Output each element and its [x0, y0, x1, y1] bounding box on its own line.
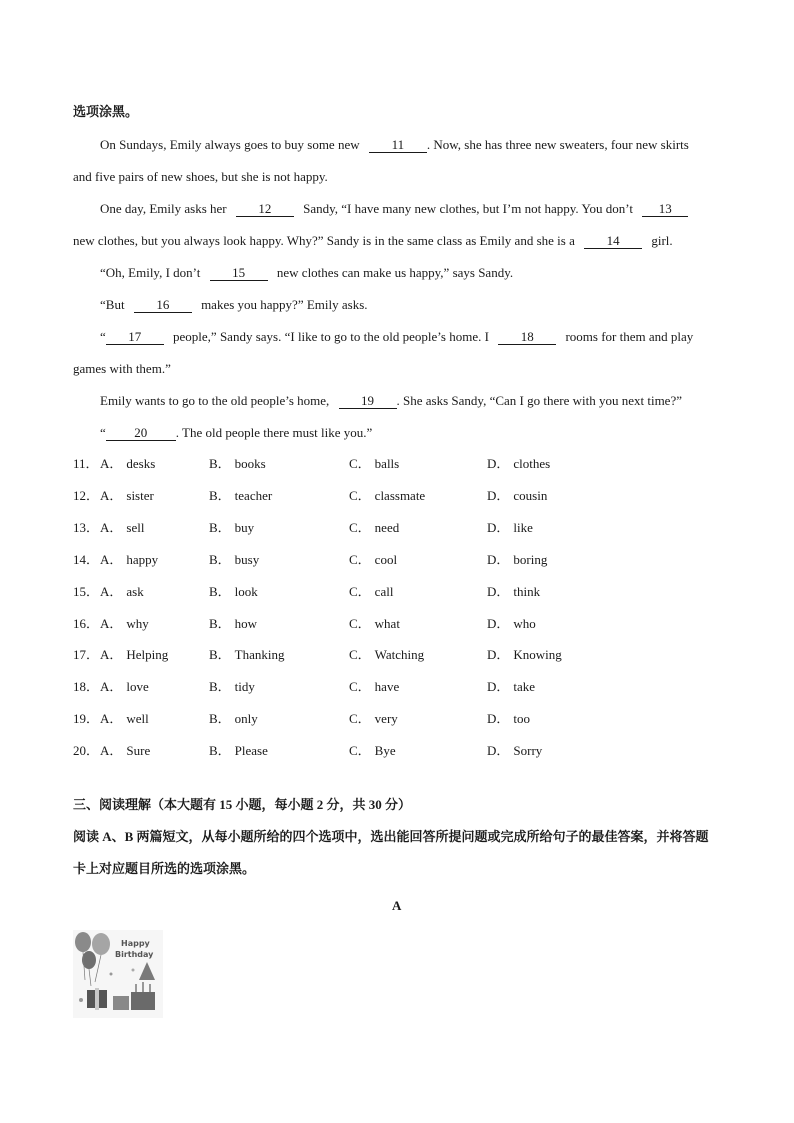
option-text: ask: [126, 583, 144, 599]
passage-line-6: [100, 297, 368, 313]
passage-text: . Now, she has three new sweaters, four new skirts: [426, 137, 689, 152]
question-number: 18．: [73, 679, 100, 695]
section-instruction-cont: 卡上对应题目所选的选项涂黑。: [73, 861, 256, 876]
option-text: boring: [513, 551, 548, 567]
option-d: [487, 488, 547, 504]
option-letter: D．: [487, 519, 510, 535]
option-text: buy: [234, 519, 255, 535]
passage-line-2: and five pairs of new shoes, but she is not happy.: [73, 169, 328, 184]
option-d: [487, 679, 535, 695]
option-c: [349, 552, 397, 568]
option-letter: B．: [209, 711, 231, 727]
section-instruction: 阅读 A、B 两篇短文，从每小题所给的四个选项中，选出能回答所提问题或完成所给句子的最佳答案，并将答题: [73, 829, 709, 844]
option-letter: A．: [100, 743, 123, 759]
option-d: [487, 520, 533, 536]
instruction-tail: 选项涂黑。: [73, 104, 139, 119]
gift-box-icon: [113, 996, 129, 1010]
passage-line-8: games with them.”: [73, 361, 171, 376]
option-a: [100, 488, 154, 504]
option-letter: D．: [487, 583, 510, 599]
passage-text: Emily wants to go to the old people’s home,: [100, 393, 330, 408]
passage-line-1: [100, 137, 689, 153]
option-letter: D．: [487, 743, 510, 759]
blank-13: 13: [642, 202, 688, 217]
question-number: 13．: [73, 519, 100, 535]
option-letter: D．: [487, 647, 510, 663]
passage-text: rooms for them and play: [565, 329, 694, 344]
option-text: need: [374, 519, 400, 535]
option-a: [100, 647, 168, 663]
option-letter: A．: [100, 583, 123, 599]
option-letter: A．: [100, 679, 123, 695]
option-letter: D．: [487, 615, 510, 631]
passage-text: new clothes can make us happy,” says Sandy.: [276, 265, 514, 280]
question-number: 11．: [73, 456, 99, 471]
option-b: [209, 552, 259, 568]
passage-text: Sandy, “I have many new clothes, but I’m not happy. You don’t: [303, 201, 633, 216]
passage-line-3: [100, 201, 688, 217]
option-letter: D．: [487, 551, 510, 567]
option-text: Helping: [126, 647, 169, 663]
passage-text: “: [100, 329, 106, 344]
option-letter: B．: [209, 743, 231, 759]
option-letter: D．: [487, 456, 510, 471]
blank-12: 12: [236, 202, 294, 217]
option-text: what: [374, 615, 400, 631]
blank-17: 17: [106, 330, 164, 345]
option-a: [100, 584, 144, 600]
option-text: Knowing: [513, 647, 562, 663]
option-b: [209, 456, 266, 472]
option-a: [100, 616, 149, 632]
question-number: 15．: [73, 583, 100, 599]
option-letter: B．: [209, 679, 231, 695]
option-letter: C．: [349, 615, 371, 631]
option-a: [100, 552, 158, 568]
option-letter: C．: [349, 551, 371, 567]
option-text: love: [126, 679, 149, 695]
passage-text: On Sundays, Emily always goes to buy some new: [100, 137, 360, 152]
blank-16: 16: [134, 298, 192, 313]
passage-line-5: [100, 265, 513, 281]
option-b: [209, 584, 258, 600]
option-d: [487, 743, 542, 759]
option-text: well: [126, 711, 149, 727]
question-number: 19．: [73, 711, 100, 727]
blank-11: 11: [369, 138, 427, 153]
option-letter: C．: [349, 519, 371, 535]
option-letter: D．: [487, 487, 510, 503]
card-text-birthday: Birthday: [115, 950, 154, 959]
option-b: [209, 647, 285, 663]
option-c: [349, 647, 424, 663]
blank-14: 14: [584, 234, 642, 249]
birthday-illustration: [73, 930, 163, 1018]
option-text: too: [513, 711, 531, 727]
passage-text: people,” Sandy says. “I like to go to the old people’s home. I: [173, 329, 489, 344]
option-letter: B．: [209, 583, 231, 599]
option-letter: A．: [100, 487, 123, 503]
option-b: [209, 743, 268, 759]
option-b: [209, 616, 257, 632]
option-letter: C．: [349, 583, 371, 599]
option-c: [349, 456, 399, 472]
option-b: [209, 679, 255, 695]
option-letter: B．: [209, 456, 231, 471]
option-d: [487, 552, 547, 568]
option-letter: B．: [209, 615, 231, 631]
blank-18: 18: [498, 330, 556, 345]
option-d: [487, 616, 536, 632]
passage-text: new clothes, but you always look happy. Why?” Sandy is in the same class as Emily and she is a: [73, 233, 575, 248]
option-text: how: [234, 615, 258, 631]
option-text: teacher: [234, 487, 273, 503]
option-text: Watching: [374, 647, 425, 663]
option-letter: A．: [100, 615, 123, 631]
passage-line-7: [100, 329, 693, 345]
option-text: think: [513, 583, 541, 599]
option-letter: C．: [349, 711, 371, 727]
option-text: cousin: [513, 487, 548, 503]
section-heading: 三、阅读理解（本大题有 15 小题，每小题 2 分，共 30 分）: [73, 797, 412, 812]
option-text: desks: [126, 456, 156, 471]
option-letter: A．: [100, 711, 123, 727]
option-d: [487, 456, 550, 472]
option-text: very: [374, 711, 398, 727]
option-text: Bye: [374, 743, 396, 759]
passage-text: . She asks Sandy, “Can I go there with you next time?”: [396, 393, 682, 408]
option-letter: C．: [349, 679, 371, 695]
option-c: [349, 711, 398, 727]
blank-15: 15: [210, 266, 268, 281]
option-text: Please: [234, 743, 268, 759]
question-number: 20．: [73, 743, 100, 759]
option-text: clothes: [513, 456, 551, 471]
option-text: sister: [126, 487, 154, 503]
option-text: happy: [126, 551, 159, 567]
balloon-icon: [92, 933, 110, 955]
option-letter: C．: [349, 487, 371, 503]
option-letter: A．: [100, 456, 123, 471]
option-d: [487, 584, 540, 600]
passage-text: makes you happy?” Emily asks.: [201, 297, 368, 312]
option-a: [100, 711, 149, 727]
birthday-card-image: [73, 930, 163, 1018]
option-letter: A．: [100, 551, 123, 567]
option-letter: C．: [349, 456, 371, 471]
option-d: [487, 711, 530, 727]
option-c: [349, 520, 399, 536]
question-number: 17．: [73, 647, 100, 663]
passage-text: “But: [100, 297, 125, 312]
option-letter: B．: [209, 519, 231, 535]
passage-line-4: [73, 233, 673, 249]
option-letter: A．: [100, 519, 123, 535]
option-letter: D．: [487, 711, 510, 727]
option-letter: C．: [349, 743, 371, 759]
question-number: 14．: [73, 551, 100, 567]
question-number: 12．: [73, 487, 100, 503]
card-text-happy: Happy: [121, 939, 150, 948]
option-b: [209, 488, 272, 504]
option-text: books: [234, 456, 266, 471]
option-a: [100, 679, 149, 695]
option-text: only: [234, 711, 258, 727]
blank-19: 19: [339, 394, 397, 409]
option-c: [349, 584, 393, 600]
blank-20: 20: [106, 426, 176, 441]
option-b: [209, 711, 258, 727]
option-d: [487, 647, 562, 663]
option-text: like: [513, 519, 533, 535]
party-hat-icon: [139, 962, 155, 980]
option-a: [100, 743, 150, 759]
option-text: take: [513, 679, 536, 695]
option-c: [349, 488, 425, 504]
option-letter: C．: [349, 647, 371, 663]
option-text: sell: [126, 519, 145, 535]
option-letter: A．: [100, 647, 123, 663]
passage-line-10: [100, 425, 372, 441]
option-b: [209, 520, 254, 536]
option-text: balls: [374, 456, 400, 471]
option-text: who: [513, 615, 536, 631]
passage-text: “: [100, 425, 106, 440]
passage-line-9: [100, 393, 682, 409]
option-letter: B．: [209, 487, 231, 503]
option-a: [100, 520, 144, 536]
passage-text: “Oh, Emily, I don’t: [100, 265, 201, 280]
option-text: tidy: [234, 679, 255, 695]
option-text: Sure: [126, 743, 151, 759]
passage-label: A: [392, 898, 402, 913]
passage-text: girl.: [651, 233, 673, 248]
option-text: Sorry: [513, 743, 543, 759]
option-c: [349, 679, 399, 695]
option-letter: B．: [209, 551, 231, 567]
option-text: cool: [374, 551, 398, 567]
option-text: why: [126, 615, 149, 631]
question-number: 16．: [73, 615, 100, 631]
passage-text: One day, Emily asks her: [100, 201, 227, 216]
option-letter: B．: [209, 647, 231, 663]
option-letter: D．: [487, 679, 510, 695]
option-text: classmate: [374, 487, 426, 503]
option-text: Thanking: [234, 647, 285, 663]
option-text: look: [234, 583, 258, 599]
passage-text: . The old people there must like you.”: [175, 425, 373, 440]
option-a: [100, 456, 155, 472]
option-text: have: [374, 679, 400, 695]
option-text: busy: [234, 551, 260, 567]
balloon-icon: [75, 932, 91, 952]
option-text: call: [374, 583, 394, 599]
option-c: [349, 616, 400, 632]
option-c: [349, 743, 396, 759]
cake-icon: [131, 992, 155, 1010]
